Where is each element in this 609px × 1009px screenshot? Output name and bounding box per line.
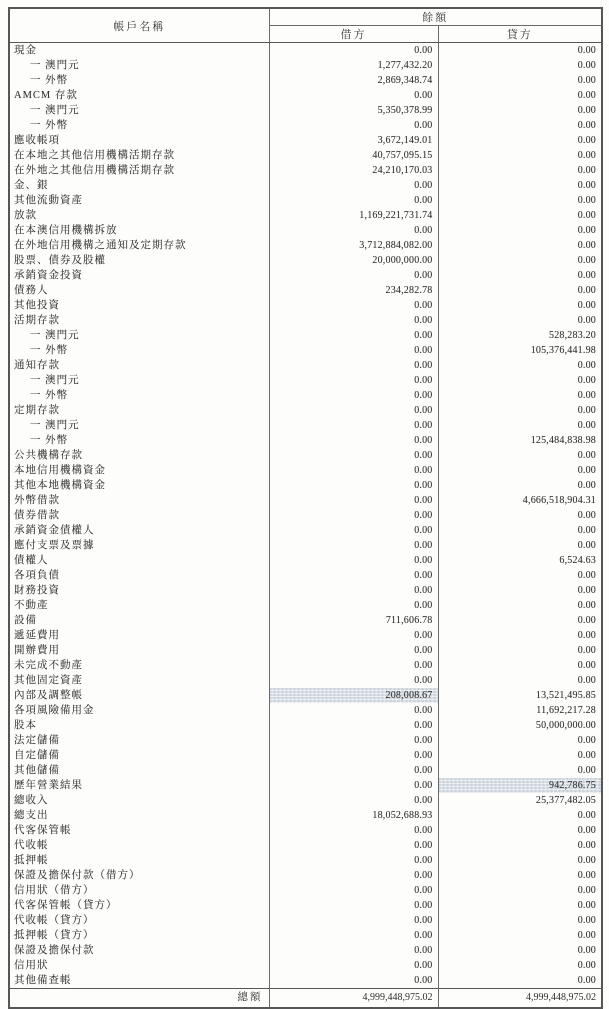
credit-cell: 0.00 xyxy=(577,645,596,656)
credit-cell: 0.00 xyxy=(577,195,596,206)
table-row xyxy=(9,388,602,403)
debit-cell: 18,052,688.93 xyxy=(269,808,438,823)
table-row xyxy=(9,628,602,643)
account-name-cell: 其他投資 xyxy=(9,298,269,313)
debit-cell: 0.00 xyxy=(269,868,438,883)
account-name-cell: 一 外幣 xyxy=(9,73,269,88)
table-row xyxy=(9,838,602,853)
account-name-cell: 在外地之其他信用機構活期存款 xyxy=(9,163,269,178)
table-row xyxy=(9,508,602,523)
credit-cell: 125,484,838.98 xyxy=(530,435,596,446)
header-debit: 借方 xyxy=(269,26,438,43)
debit-cell: 0.00 xyxy=(269,328,438,343)
total-label: 總額 xyxy=(9,989,269,1009)
debit-cell: 0.00 xyxy=(269,973,438,989)
table-row xyxy=(9,418,602,433)
debit-cell: 0.00 xyxy=(269,898,438,913)
credit-cell: 0.00 xyxy=(577,600,596,611)
table-row xyxy=(9,313,602,328)
balance-table xyxy=(8,7,603,1009)
debit-cell: 0.00 xyxy=(269,43,438,59)
credit-cell: 0.00 xyxy=(577,840,596,851)
account-name-cell: 各項負債 xyxy=(9,568,269,583)
credit-cell: 0.00 xyxy=(577,915,596,926)
table-row xyxy=(9,868,602,883)
debit-cell: 0.00 xyxy=(269,643,438,658)
table-row xyxy=(9,253,602,268)
debit-cell: 2,869,348.74 xyxy=(269,73,438,88)
debit-cell: 0.00 xyxy=(269,538,438,553)
debit-cell: 0.00 xyxy=(269,748,438,763)
table-row xyxy=(9,718,602,733)
account-name-cell: 保證及擔保付款（借方） xyxy=(9,868,269,883)
account-name-cell: 一 澳門元 xyxy=(9,328,269,343)
debit-cell: 0.00 xyxy=(269,193,438,208)
account-name-cell: 一 澳門元 xyxy=(9,58,269,73)
account-name-cell: 信用狀 xyxy=(9,958,269,973)
table-row xyxy=(9,613,602,628)
table-row xyxy=(9,448,602,463)
table-row xyxy=(9,523,602,538)
account-name-cell: 財務投資 xyxy=(9,583,269,598)
credit-cell: 0.00 xyxy=(577,870,596,881)
debit-cell: 0.00 xyxy=(269,658,438,673)
table-row xyxy=(9,148,602,163)
table-row xyxy=(9,583,602,598)
debit-cell: 20,000,000.00 xyxy=(269,253,438,268)
debit-cell: 0.00 xyxy=(269,223,438,238)
debit-cell: 0.00 xyxy=(269,343,438,358)
header-credit: 貸方 xyxy=(438,26,602,43)
header-balance: 餘額 xyxy=(269,8,602,26)
credit-cell: 50,000,000.00 xyxy=(535,720,596,731)
table-row xyxy=(9,538,602,553)
credit-cell: 942,786.75 xyxy=(438,778,602,793)
debit-cell: 0.00 xyxy=(269,763,438,778)
debit-cell: 0.00 xyxy=(269,733,438,748)
credit-cell: 0.00 xyxy=(577,300,596,311)
credit-cell: 0.00 xyxy=(577,765,596,776)
table-row xyxy=(9,133,602,148)
account-name-cell: 在外地信用機構之通知及定期存款 xyxy=(9,238,269,253)
table-row xyxy=(9,823,602,838)
account-name-cell: 總收入 xyxy=(9,793,269,808)
debit-cell: 5,350,378.99 xyxy=(269,103,438,118)
debit-cell: 234,282.78 xyxy=(269,283,438,298)
table-row xyxy=(9,373,602,388)
debit-cell: 0.00 xyxy=(269,823,438,838)
table-row xyxy=(9,463,602,478)
account-name-cell: 不動產 xyxy=(9,598,269,613)
table-row xyxy=(9,748,602,763)
table-footer xyxy=(9,989,602,1009)
debit-cell: 0.00 xyxy=(269,853,438,868)
credit-cell: 0.00 xyxy=(577,390,596,401)
table-row xyxy=(9,973,602,989)
account-name-cell: 應付支票及票據 xyxy=(9,538,269,553)
table-row xyxy=(9,763,602,778)
table-row xyxy=(9,403,602,418)
table-row xyxy=(9,103,602,118)
credit-cell: 0.00 xyxy=(577,825,596,836)
account-name-cell: 抵押帳 xyxy=(9,853,269,868)
account-name-cell: 一 外幣 xyxy=(9,433,269,448)
credit-cell: 0.00 xyxy=(577,465,596,476)
credit-cell: 0.00 xyxy=(577,630,596,641)
table-row xyxy=(9,43,602,59)
debit-cell: 711,606.78 xyxy=(269,613,438,628)
credit-cell: 0.00 xyxy=(577,810,596,821)
debit-cell: 1,277,432.20 xyxy=(269,58,438,73)
debit-cell: 0.00 xyxy=(269,628,438,643)
debit-cell: 0.00 xyxy=(269,493,438,508)
account-name-cell: 代客保管帳 xyxy=(9,823,269,838)
debit-cell: 0.00 xyxy=(269,508,438,523)
credit-cell: 0.00 xyxy=(577,525,596,536)
account-name-cell: 一 澳門元 xyxy=(9,418,269,433)
credit-cell: 0.00 xyxy=(577,90,596,101)
table-row xyxy=(9,193,602,208)
credit-cell: 0.00 xyxy=(577,660,596,671)
table-row xyxy=(9,598,602,613)
credit-cell: 0.00 xyxy=(577,480,596,491)
table-row xyxy=(9,778,602,793)
account-name-cell: 代客保管帳（貸方） xyxy=(9,898,269,913)
account-name-cell: 代收帳（貸方） xyxy=(9,913,269,928)
table-row xyxy=(9,703,602,718)
account-name-cell: 各項風險備用金 xyxy=(9,703,269,718)
account-name-cell: 未完成不動產 xyxy=(9,658,269,673)
table-row xyxy=(9,658,602,673)
account-name-cell: 總支出 xyxy=(9,808,269,823)
credit-cell: 4,666,518,904.31 xyxy=(522,495,596,506)
credit-cell: 0.00 xyxy=(577,105,596,116)
debit-cell: 0.00 xyxy=(269,313,438,328)
debit-cell: 0.00 xyxy=(269,118,438,133)
credit-cell: 0.00 xyxy=(577,750,596,761)
debit-cell: 208,008.67 xyxy=(269,688,438,703)
credit-cell: 0.00 xyxy=(577,615,596,626)
account-name-cell: 其他固定資產 xyxy=(9,673,269,688)
debit-cell: 0.00 xyxy=(269,448,438,463)
account-name-cell: 其他備查帳 xyxy=(9,973,269,989)
credit-cell: 0.00 xyxy=(577,585,596,596)
account-name-cell: 其他儲備 xyxy=(9,763,269,778)
table-row xyxy=(9,883,602,898)
credit-cell: 105,376,441.98 xyxy=(530,345,596,356)
debit-cell: 0.00 xyxy=(269,403,438,418)
debit-cell: 0.00 xyxy=(269,838,438,853)
account-name-cell: 一 澳門元 xyxy=(9,373,269,388)
debit-cell: 0.00 xyxy=(269,388,438,403)
account-name-cell: 代收帳 xyxy=(9,838,269,853)
total-credit-cell: 4,999,448,975.02 xyxy=(438,989,602,1009)
credit-cell: 0.00 xyxy=(577,120,596,131)
debit-cell: 0.00 xyxy=(269,673,438,688)
credit-cell: 13,521,495.85 xyxy=(535,690,596,701)
account-name-cell: 應收帳項 xyxy=(9,133,269,148)
table-row xyxy=(9,163,602,178)
debit-cell: 0.00 xyxy=(269,778,438,793)
table-row xyxy=(9,58,602,73)
table-row xyxy=(9,568,602,583)
account-name-cell: 在本地之其他信用機構活期存款 xyxy=(9,148,269,163)
account-name-cell: 一 外幣 xyxy=(9,343,269,358)
account-name-cell: 通知存款 xyxy=(9,358,269,373)
account-name-cell: 抵押帳（貸方） xyxy=(9,928,269,943)
credit-cell: 0.00 xyxy=(577,855,596,866)
credit-cell: 0.00 xyxy=(577,240,596,251)
debit-cell: 0.00 xyxy=(269,553,438,568)
table-row xyxy=(9,358,602,373)
account-name-cell: 一 澳門元 xyxy=(9,103,269,118)
debit-cell: 24,210,170.03 xyxy=(269,163,438,178)
debit-cell: 0.00 xyxy=(269,583,438,598)
account-name-cell: 定期存款 xyxy=(9,403,269,418)
table-row xyxy=(9,118,602,133)
account-name-cell: 法定儲備 xyxy=(9,733,269,748)
credit-cell: 0.00 xyxy=(577,270,596,281)
header-account-name: 帳戶名稱 xyxy=(9,8,269,43)
debit-cell: 0.00 xyxy=(269,913,438,928)
table-row xyxy=(9,793,602,808)
credit-cell: 0.00 xyxy=(577,75,596,86)
account-name-cell: 承銷資金債權人 xyxy=(9,523,269,538)
account-name-cell: 債券借款 xyxy=(9,508,269,523)
account-name-cell: 公共機構存款 xyxy=(9,448,269,463)
account-name-cell: 保證及擔保付款 xyxy=(9,943,269,958)
credit-cell: 6,524.63 xyxy=(559,555,596,566)
credit-cell: 0.00 xyxy=(577,675,596,686)
debit-cell: 0.00 xyxy=(269,358,438,373)
total-debit-cell: 4,999,448,975.02 xyxy=(269,989,438,1009)
table-row xyxy=(9,853,602,868)
credit-cell: 11,692,217.28 xyxy=(536,705,596,716)
account-name-cell: 本地信用機構資金 xyxy=(9,463,269,478)
table-row xyxy=(9,673,602,688)
account-name-cell: 股本 xyxy=(9,718,269,733)
account-name-cell: 信用狀（借方） xyxy=(9,883,269,898)
debit-cell: 0.00 xyxy=(269,703,438,718)
table-row xyxy=(9,223,602,238)
table-row xyxy=(9,73,602,88)
account-name-cell: 在本澳信用機構拆放 xyxy=(9,223,269,238)
table-header xyxy=(9,8,602,43)
table-row xyxy=(9,343,602,358)
account-name-cell: 放款 xyxy=(9,208,269,223)
debit-cell: 3,672,149.01 xyxy=(269,133,438,148)
debit-cell: 0.00 xyxy=(269,268,438,283)
account-name-cell: 歷年營業結果 xyxy=(9,778,269,793)
account-name-cell: 債務人 xyxy=(9,283,269,298)
account-name-cell: 外幣借款 xyxy=(9,493,269,508)
debit-cell: 0.00 xyxy=(269,928,438,943)
table-row xyxy=(9,913,602,928)
credit-cell: 0.00 xyxy=(577,210,596,221)
account-name-cell: 其他本地機構資金 xyxy=(9,478,269,493)
table-row xyxy=(9,928,602,943)
credit-cell: 0.00 xyxy=(577,405,596,416)
credit-cell: 0.00 xyxy=(577,420,596,431)
credit-cell: 0.00 xyxy=(577,960,596,971)
debit-cell: 0.00 xyxy=(269,418,438,433)
credit-cell: 0.00 xyxy=(577,570,596,581)
account-name-cell: 一 外幣 xyxy=(9,388,269,403)
account-name-cell: 承銷資金投資 xyxy=(9,268,269,283)
credit-cell: 0.00 xyxy=(577,735,596,746)
debit-cell: 0.00 xyxy=(269,958,438,973)
table-row xyxy=(9,808,602,823)
table-row xyxy=(9,958,602,973)
table-row xyxy=(9,478,602,493)
credit-cell: 0.00 xyxy=(577,225,596,236)
credit-cell: 0.00 xyxy=(577,540,596,551)
table-row xyxy=(9,298,602,313)
table-row xyxy=(9,283,602,298)
credit-cell: 25,377,482.05 xyxy=(535,795,596,806)
credit-cell: 0.00 xyxy=(577,180,596,191)
debit-cell: 0.00 xyxy=(269,598,438,613)
credit-cell: 0.00 xyxy=(577,945,596,956)
debit-cell: 40,757,095.15 xyxy=(269,148,438,163)
account-name-cell: 自定儲備 xyxy=(9,748,269,763)
debit-cell: 0.00 xyxy=(269,178,438,193)
table-row xyxy=(9,208,602,223)
credit-cell: 528,283.20 xyxy=(549,330,596,341)
debit-cell: 0.00 xyxy=(269,433,438,448)
credit-cell: 0.00 xyxy=(577,165,596,176)
credit-cell: 0.00 xyxy=(577,255,596,266)
credit-cell: 0.00 xyxy=(577,885,596,896)
credit-cell: 0.00 xyxy=(577,45,596,56)
debit-cell: 0.00 xyxy=(269,373,438,388)
credit-cell: 0.00 xyxy=(577,900,596,911)
credit-cell: 0.00 xyxy=(577,930,596,941)
account-name-cell: 債權人 xyxy=(9,553,269,568)
credit-cell: 0.00 xyxy=(577,375,596,386)
credit-cell: 0.00 xyxy=(577,150,596,161)
credit-cell: 0.00 xyxy=(577,510,596,521)
table-row xyxy=(9,553,602,568)
account-name-cell: 活期存款 xyxy=(9,313,269,328)
credit-cell: 0.00 xyxy=(577,360,596,371)
table-row xyxy=(9,268,602,283)
debit-cell: 0.00 xyxy=(269,298,438,313)
debit-cell: 0.00 xyxy=(269,568,438,583)
table-row xyxy=(9,328,602,343)
debit-cell: 0.00 xyxy=(269,463,438,478)
credit-cell: 0.00 xyxy=(577,60,596,71)
account-name-cell: 遞延費用 xyxy=(9,628,269,643)
debit-cell: 3,712,884,082.00 xyxy=(269,238,438,253)
table-row xyxy=(9,238,602,253)
debit-cell: 0.00 xyxy=(269,718,438,733)
account-name-cell: 一 外幣 xyxy=(9,118,269,133)
debit-cell: 0.00 xyxy=(269,88,438,103)
table-row xyxy=(9,493,602,508)
credit-cell: 0.00 xyxy=(577,975,596,986)
debit-cell: 0.00 xyxy=(269,943,438,958)
debit-cell: 0.00 xyxy=(269,478,438,493)
account-name-cell: 其他流動資產 xyxy=(9,193,269,208)
credit-cell: 0.00 xyxy=(577,315,596,326)
debit-cell: 1,169,221,731.74 xyxy=(269,208,438,223)
account-name-cell: 內部及調整帳 xyxy=(9,688,269,703)
table-row xyxy=(9,898,602,913)
debit-cell: 0.00 xyxy=(269,793,438,808)
debit-cell: 0.00 xyxy=(269,883,438,898)
account-name-cell: 金、銀 xyxy=(9,178,269,193)
credit-cell: 0.00 xyxy=(577,450,596,461)
account-name-cell: 現金 xyxy=(9,43,269,59)
account-name-cell: 股票、債券及股權 xyxy=(9,253,269,268)
table-row xyxy=(9,178,602,193)
account-name-cell: 開辦費用 xyxy=(9,643,269,658)
credit-cell: 0.00 xyxy=(577,285,596,296)
table-row xyxy=(9,643,602,658)
table-row xyxy=(9,733,602,748)
table-body xyxy=(9,43,602,989)
debit-cell: 0.00 xyxy=(269,523,438,538)
table-row xyxy=(9,688,602,703)
table-row xyxy=(9,88,602,103)
table-row xyxy=(9,433,602,448)
account-name-cell: 設備 xyxy=(9,613,269,628)
credit-cell: 0.00 xyxy=(577,135,596,146)
table-row xyxy=(9,943,602,958)
total-row xyxy=(9,989,602,1009)
account-name-cell: AMCM 存款 xyxy=(9,88,269,103)
